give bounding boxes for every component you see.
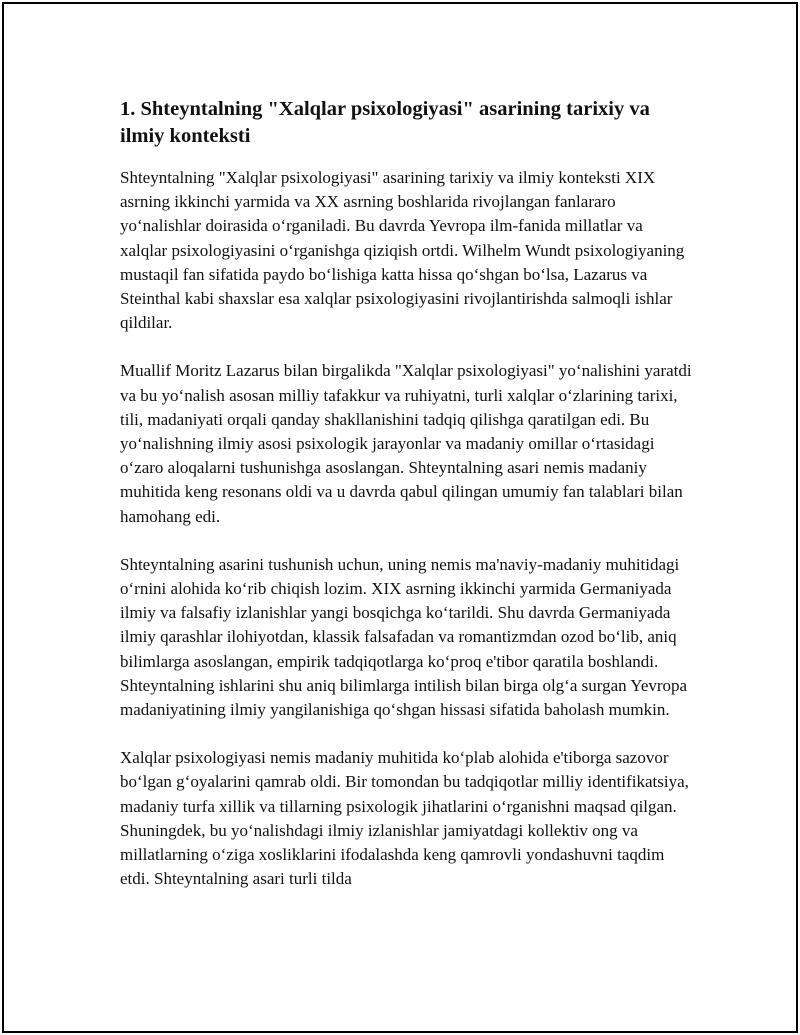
paragraph-1: Shteyntalning "Xalqlar psixologiyasi" asarining tarixiy va ilmiy konteksti XIX asrning ikkinchi yarmida va XX asrning boshlarida rivojlangan fanlararo yo‘nalishlar doirasida o‘rganiladi. Bu davrda Yevropa ilm-fanida millatlar va xalqlar psixologiyasini o‘rganishga qiziqish ortdi. Wilhelm Wundt psixologiyaning mustaqil fan sifatida paydo bo‘lishiga katta hissa qo‘shgan bo‘lsa, Lazarus va Steinthal kabi shaxslar esa xalqlar psixologiyasini rivojlantirishda salmoqli ishlar qildilar.	[120, 168, 685, 333]
document-page	[2, 2, 798, 1033]
paragraph-3: Shteyntalning asarini tushunish uchun, uning nemis ma'naviy-madaniy muhitidagi o‘rnini alohida ko‘rib chiqish lozim. XIX asrning ikkinchi yarmida Germaniyada ilmiy va falsafiy izlanishlar yangi bosqichga ko‘tarildi. Shu davrda Germaniyada ilmiy qarashlar ilohiyotdan, klassik falsafadan va romantizmdan ozod bo‘lib, aniq bilimlarga asoslangan, empirik tadqiqotlarga ko‘proq e'tibor qaratila boshlandi. Shteyntalning ishlarini shu aniq bilimlarga intilish bilan birga olg‘a surgan Yevropa madaniyatining ilmiy yangilanishiga qo‘shgan hissasi sifatida baholash mumkin.	[120, 554, 688, 720]
section-heading: 1. Shteyntalning "Xalqlar psixologiyasi" asarining tarixiy va ilmiy konteksti	[120, 98, 650, 147]
document-body	[120, 96, 692, 915]
paragraph-4: Xalqlar psixologiyasi nemis madaniy muhitida ko‘plab alohida e'tiborga sazovor bo‘lgan g‘oyalarini qamrab oldi. Bir tomondan bu tadqiqotlar milliy identifikatsiya, madaniy turfa xillik va tillarning psixologik jihatlarini o‘rganishni maqsad qilgan. Shuningdek, bu yo‘nalishdagi ilmiy izlanishlar jamiyatdagi kollektiv ong va millatlarning o‘ziga xosliklarini ifodalashda keng qamrovli yondashuvni taqdim etdi. Shteyntalning asari turli tilda	[120, 748, 689, 889]
paragraph-2: Muallif Moritz Lazarus bilan birgalikda "Xalqlar psixologiyasi" yo‘nalishini yaratdi va bu yo‘nalish asosan milliy tafakkur va ruhiyatni, turli xalqlar o‘zlarining tarixi, tili, madaniyati orqali qanday shakllanishini tadqiq qilishga qaratilgan edi. Bu yo‘nalishning ilmiy asosi psixologik jarayonlar va madaniy omillar o‘rtasidagi o‘zaro aloqalarni tushunishga asoslangan. Shteyntalning asari nemis madaniy muhitida keng resonans oldi va u davrda qabul qilingan umumiy fan talablari bilan hamohang edi.	[120, 361, 692, 526]
